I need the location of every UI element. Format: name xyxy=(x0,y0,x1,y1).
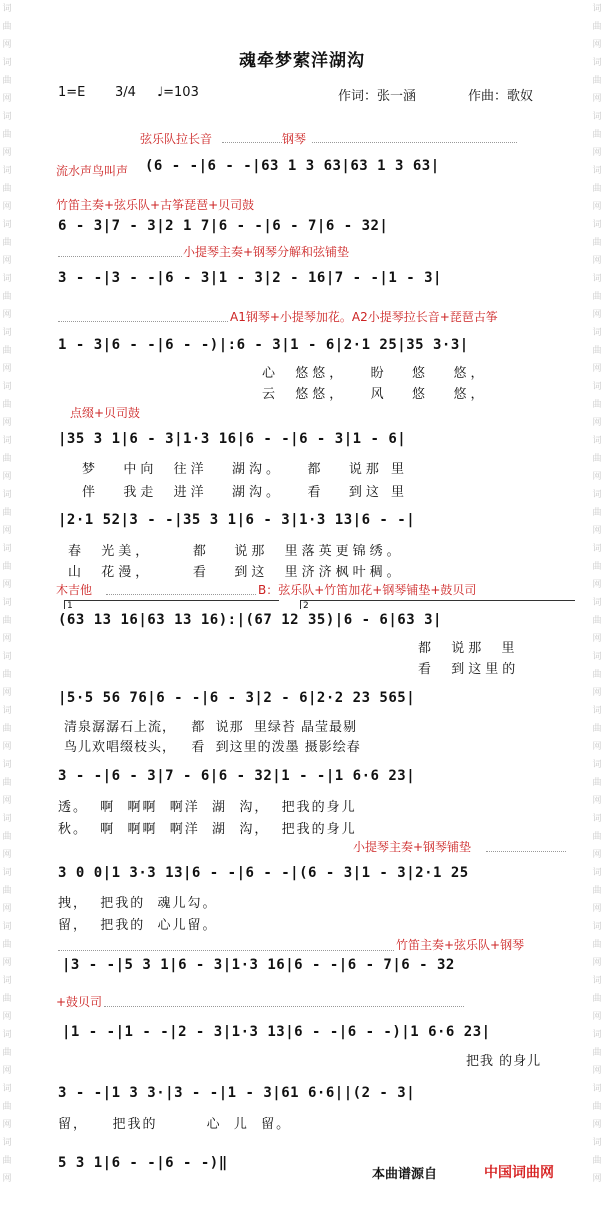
dotted-leader xyxy=(106,594,256,595)
annotation-strings: 弦乐队拉长音 xyxy=(140,132,213,146)
annotation-violin-lead: 小提琴主奏+钢琴铺垫 xyxy=(353,840,472,854)
annotation-drum-bass: +鼓贝司 xyxy=(56,995,103,1009)
score-line-3: 3 - -|3 - -|6 - 3|1 - 3|2 - 16|7 - -|1 - 3| xyxy=(58,270,442,286)
lyrics-line13: 留， 把我的 心 儿 留。 xyxy=(58,1117,292,1132)
score-line-8: |5·5 56 76|6 - -|6 - 3|2 - 6|2·2 23 565| xyxy=(58,690,416,706)
lyrics-verse1-line8: 清泉潺潺石上流， 都 说那 里绿苔 晶莹最剔 xyxy=(64,720,358,735)
tempo-marking: ♩=103 xyxy=(157,85,199,100)
dotted-leader xyxy=(312,142,517,143)
watermark-left: 词曲网词曲网词曲网词曲网词曲网词曲网词曲网词曲网词曲网词曲网词曲网词曲网词曲网词曲网词曲网词曲网词曲网词曲网词曲网词曲网词曲网词曲网 xyxy=(2,4,12,1184)
score-line-5: |35 3 1|6 - 3|1·3 16|6 - -|6 - 3|1 - 6| xyxy=(58,431,407,447)
annotation-violin: 小提琴主奏+钢琴分解和弦铺垫 xyxy=(183,245,350,259)
annotation-embellish: 点缀+贝司鼓 xyxy=(70,406,141,420)
score-line-6: |2·1 52|3 - -|35 3 1|6 - 3|1·3 13|6 - -| xyxy=(58,512,416,528)
score-line-12: |1 - -|1 - -|2 - 3|1·3 13|6 - -|6 - -)|1 6·6 23| xyxy=(62,1024,491,1040)
score-line-11: |3 - -|5 3 1|6 - 3|1·3 16|6 - -|6 - 7|6 - 32 xyxy=(62,957,455,973)
annotation-guitar: 木吉他 xyxy=(56,583,93,597)
lyrics-line12: 把我 的身儿 xyxy=(466,1054,542,1069)
lyricist-credit: 作词：张一涵 xyxy=(338,89,417,104)
score-line-13: 3 - -|1 3 3·|3 - -|1 - 3|61 6·6||(2 - 3| xyxy=(58,1085,416,1101)
dotted-leader xyxy=(222,142,282,143)
lyrics-verse1-line6: 春 光美， 都 说那 里落英更锦绣。 xyxy=(68,544,404,559)
lyrics-verse1-line9: 透。 啊 啊啊 啊洋 湖 沟， 把我的身儿 xyxy=(58,800,357,815)
dotted-leader xyxy=(58,950,394,951)
watermark-right: 词曲网词曲网词曲网词曲网词曲网词曲网词曲网词曲网词曲网词曲网词曲网词曲网词曲网词曲网词曲网词曲网词曲网词曲网词曲网词曲网词曲网词曲网 xyxy=(592,4,602,1184)
score-line-1: (6 - -|6 - -|63 1 3 63|63 1 3 63| xyxy=(145,158,440,174)
annotation-bamboo-flute: 竹笛主奏+弦乐队+古筝琵琶+贝司鼓 xyxy=(56,198,255,212)
annotation-section-b: B：弦乐队+竹笛加花+钢琴铺垫+鼓贝司 xyxy=(258,583,477,597)
annotation-section-a: A1钢琴+小提琴加花。A2小提琴拉长音+琵琶古筝 xyxy=(230,310,498,324)
annotation-piano: 钢琴 xyxy=(282,132,307,146)
dotted-leader xyxy=(486,851,566,852)
lyrics-verse1-line7: 都 说那 里 xyxy=(418,641,519,656)
score-line-7: (63 13 16|63 13 16):|(67 12 35)|6 - 6|63 3| xyxy=(58,612,442,628)
score-line-9: 3 - -|6 - 3|7 - 6|6 - 32|1 - -|1 6·6 23| xyxy=(58,768,416,784)
score-line-2: 6 - 3|7 - 3|2 1 7|6 - -|6 - 7|6 - 32| xyxy=(58,218,389,234)
composer-credit: 作曲：歌奴 xyxy=(468,89,534,104)
volta-first-ending: 1 xyxy=(64,600,279,609)
lyrics-verse2-line5: 伴 我走 进洋 湖沟。 看 到这 里 xyxy=(82,485,408,500)
lyrics-verse2-line8: 鸟儿欢唱缀枝头， 看 到这里的泼墨 摄影绘春 xyxy=(64,740,361,755)
score-line-4: 1 - 3|6 - -|6 - -)|:6 - 3|1 - 6|2·1 25|35 3·3| xyxy=(58,337,469,353)
key-signature: 1=E xyxy=(58,85,86,100)
lyrics-verse2-line10: 留， 把我的 心儿留。 xyxy=(58,918,218,933)
source-note: 本曲谱源自 xyxy=(372,1167,438,1182)
site-name: 中国词曲网 xyxy=(484,1165,554,1181)
lyrics-verse1-line4: 心 悠悠， 盼 悠 悠， xyxy=(262,366,488,381)
lyrics-verse2-line7: 看 到这里的 xyxy=(418,662,520,677)
volta-second-ending: 2 xyxy=(300,600,575,609)
score-line-10: 3 0 0|1 3·3 13|6 - -|6 - -|(6 - 3|1 - 3|2·1 25 xyxy=(58,865,469,881)
dotted-leader xyxy=(104,1006,464,1007)
dotted-leader xyxy=(58,256,182,257)
lyrics-verse1-line10: 拽， 把我的 魂儿勾。 xyxy=(58,896,218,911)
lyrics-verse2-line4: 云 悠悠， 风 悠 悠， xyxy=(262,387,488,402)
annotation-water-birds: 流水声鸟叫声 xyxy=(56,164,129,178)
annotation-flute-strings-piano: 竹笛主奏+弦乐队+钢琴 xyxy=(396,938,525,952)
lyrics-verse2-line9: 秋。 啊 啊啊 啊洋 湖 沟， 把我的身儿 xyxy=(58,822,357,837)
song-title: 魂牵梦萦洋湖沟 xyxy=(239,51,365,71)
time-signature: 3/4 xyxy=(115,85,136,100)
dotted-leader xyxy=(58,321,228,322)
lyrics-verse2-line6: 山 花漫， 看 到这 里济济枫叶稠。 xyxy=(68,565,404,580)
score-line-14: 5 3 1|6 - -|6 - -)‖ xyxy=(58,1155,228,1171)
lyrics-verse1-line5: 梦 中向 往洋 湖沟。 都 说那 里 xyxy=(82,462,408,477)
